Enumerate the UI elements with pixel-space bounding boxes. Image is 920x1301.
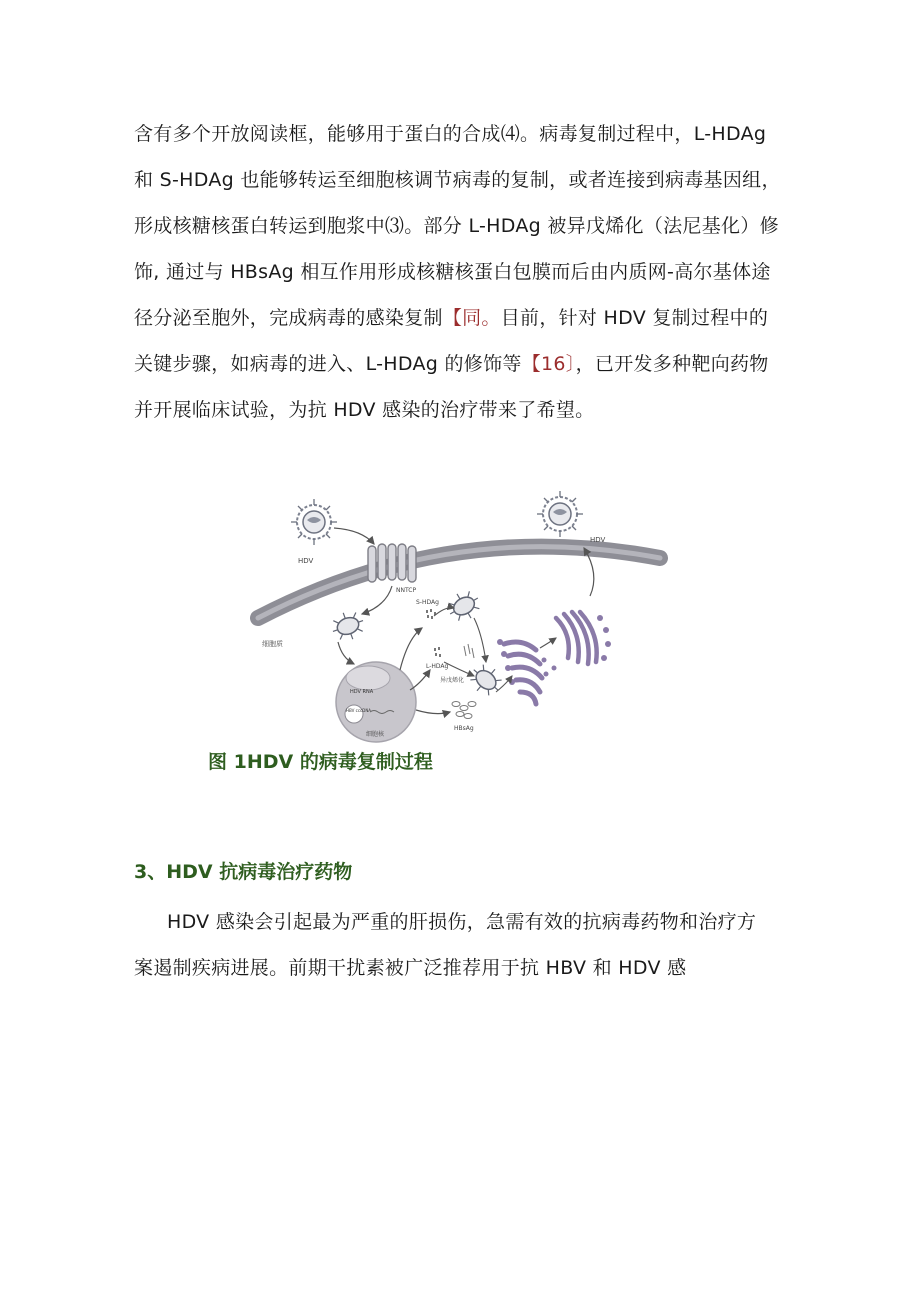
uncoated-rnp xyxy=(328,607,368,644)
hdv-virion-left xyxy=(291,499,337,545)
paragraph1-line5-text: 径分泌至胞外，完成病毒的感染复制 xyxy=(134,307,443,329)
hdv-rna-label: HDV RNA xyxy=(350,689,374,695)
hdv-label-right: HDV xyxy=(590,536,606,544)
paragraph1-line3: 形成核糖核蛋白转运到胞浆中⑶。部分 L-HDAg 被异戊烯化（法尼基化）修 xyxy=(134,215,779,237)
paragraph1-line6-text: 关键步骤，如病毒的进入、L-HDAg 的修饰等 xyxy=(134,353,522,375)
hbv-cccdna-label: HBV cccDNA xyxy=(346,708,372,713)
paragraph1-line5-tail: 目前，针对 HDV 复制过程中的 xyxy=(500,307,769,329)
ntcp-label: NNTCP xyxy=(396,587,417,594)
paragraph1-line2: 和 S-HDAg 也能够转运至细胞核调节病毒的复制，或者连接到病毒基因组， xyxy=(134,169,781,191)
figure-caption: 图 1HDV 的病毒复制过程 xyxy=(208,751,433,773)
rnp-cytoplasm-upper xyxy=(443,586,485,626)
paragraph1-line6-tail: ，已开发多种靶向药物 xyxy=(575,353,769,375)
hbsag-particles xyxy=(452,702,476,719)
golgi-apparatus xyxy=(556,612,597,664)
hdv-replication-figure xyxy=(250,478,680,746)
endoplasmic-reticulum xyxy=(504,642,542,704)
hdv-virion-right xyxy=(537,491,583,537)
cytoplasm-label: 细胞质 xyxy=(262,640,283,648)
section-heading: 3、HDV 抗病毒治疗药物 xyxy=(134,861,353,883)
s-hdag-protein xyxy=(426,609,436,619)
s-hdag-label: S-HDAg xyxy=(416,599,439,606)
paragraph2-line1: HDV 感染会引起最为严重的肝损伤，急需有效的抗病毒药物和治疗方 xyxy=(167,911,757,933)
l-hdag-label: L-HDAg xyxy=(426,663,449,670)
paragraph1-line6 xyxy=(134,351,769,377)
hdv-label-left: HDV xyxy=(298,557,314,565)
paragraph2-line2: 案遏制疾病进展。前期干扰素被广泛推荐用于抗 HBV 和 HDV 感 xyxy=(134,957,687,979)
citation-ref[interactable]: 【同。 xyxy=(442,307,501,329)
prenylation-label: 异戊烯化 xyxy=(440,677,465,684)
ntcp-receptor xyxy=(368,544,416,582)
rnp-cytoplasm-lower xyxy=(465,659,508,701)
hbsag-label: HBsAg xyxy=(454,725,474,732)
citation-ref[interactable]: 【16〕 xyxy=(521,353,576,375)
l-hdag-protein xyxy=(434,647,441,657)
paragraph1-line1: 含有多个开放阅读框，能够用于蛋白的合成⑷。病毒复制过程中，L-HDAg xyxy=(134,123,767,145)
nucleus-label: 细胞核 xyxy=(366,731,385,738)
paragraph1-line5 xyxy=(134,305,768,331)
paragraph1-line7: 并开展临床试验，为抗 HDV 感染的治疗带来了希望。 xyxy=(134,399,595,421)
paragraph1-line4: 饰, 通过与 HBsAg 相互作用形成核糖核蛋白包膜而后由内质网-高尔基体途 xyxy=(134,261,771,283)
